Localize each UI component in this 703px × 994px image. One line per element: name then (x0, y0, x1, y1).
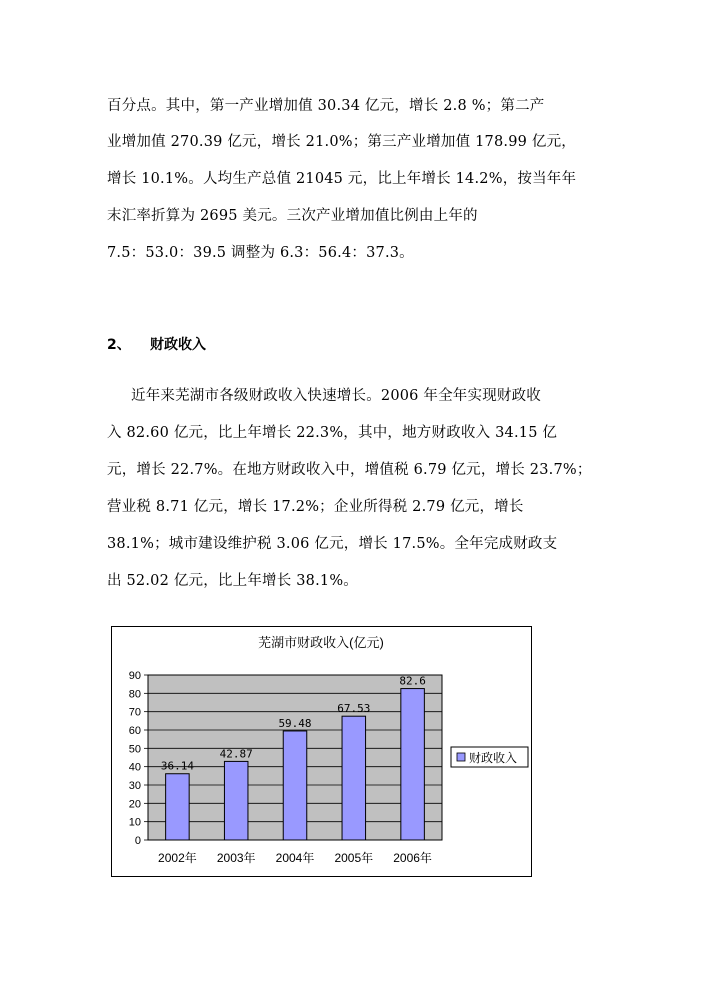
y-tick-label: 20 (128, 798, 141, 811)
bar-2003年 (224, 761, 248, 840)
data-label: 42.87 (219, 747, 253, 761)
y-tick-label: 30 (128, 780, 141, 792)
paragraph-line: 末汇率折算为 2695 美元。三次产业增加值比例由上年的 (107, 208, 478, 224)
x-tick-label: 2006年 (393, 851, 432, 865)
x-tick-label: 2003年 (216, 851, 256, 865)
chart-canvas (112, 627, 531, 876)
y-tick-label: 60 (128, 725, 141, 737)
paragraph-line: 增长 10.1%。人均生产总值 21045 元，比上年增长 14.2%，按当年年 (107, 171, 577, 187)
chart-title: 芜湖市财政收入(亿元) (258, 635, 384, 650)
data-label: 67.53 (337, 702, 371, 716)
x-tick-label: 2002年 (158, 851, 197, 865)
paragraph-line: 38.1%；城市建设维护税 3.06 亿元，增长 17.5%。全年完成财政支 (107, 536, 558, 552)
bar-2002年 (166, 774, 190, 840)
bar-2005年 (342, 716, 366, 840)
data-label: 59.48 (278, 716, 312, 730)
legend-swatch (457, 753, 465, 761)
paragraph-line: 元，增长 22.7%。在地方财政收入中，增值税 6.79 亿元，增长 23.7%； (107, 462, 592, 478)
paragraph-line: 出 52.02 亿元，比上年增长 38.1%。 (107, 573, 358, 589)
y-tick-label: 10 (128, 816, 141, 829)
paragraph-line: 入 82.60 亿元，比上年增长 22.3%，其中，地方财政收入 34.15 亿 (107, 425, 558, 441)
y-tick-label: 50 (128, 743, 141, 756)
data-label: 82.6 (399, 674, 426, 688)
x-tick-label: 2005年 (334, 851, 374, 865)
y-tick-label: 90 (128, 670, 141, 682)
data-label: 36.14 (160, 759, 194, 773)
section-number: 2、 (107, 337, 131, 353)
x-tick-label: 2004年 (275, 851, 315, 865)
paragraph-line: 7.5：53.0：39.5 调整为 6.3：56.4：37.3。 (107, 245, 414, 261)
y-tick-label: 0 (134, 835, 141, 847)
section-title: 财政收入 (150, 337, 206, 353)
bar-2004年 (283, 731, 307, 840)
revenue-chart (111, 626, 532, 877)
y-tick-label: 70 (128, 706, 141, 719)
legend-label: 财政收入 (469, 751, 518, 765)
paragraph-line: 业增加值 270.39 亿元，增长 21.0%；第三产业增加值 178.99 亿元， (107, 134, 576, 150)
paragraph-line: 近年来芜湖市各级财政收入快速增长。2006 年全年实现财政收 (131, 388, 542, 404)
bar-2006年 (401, 689, 425, 840)
paragraph-line: 百分点。其中，第一产业增加值 30.34 亿元，增长 2.8 %；第二产 (107, 98, 545, 114)
y-tick-label: 40 (128, 761, 141, 774)
paragraph-line: 营业税 8.71 亿元，增长 17.2%；企业所得税 2.79 亿元，增长 (107, 499, 524, 515)
y-tick-label: 80 (128, 688, 141, 701)
